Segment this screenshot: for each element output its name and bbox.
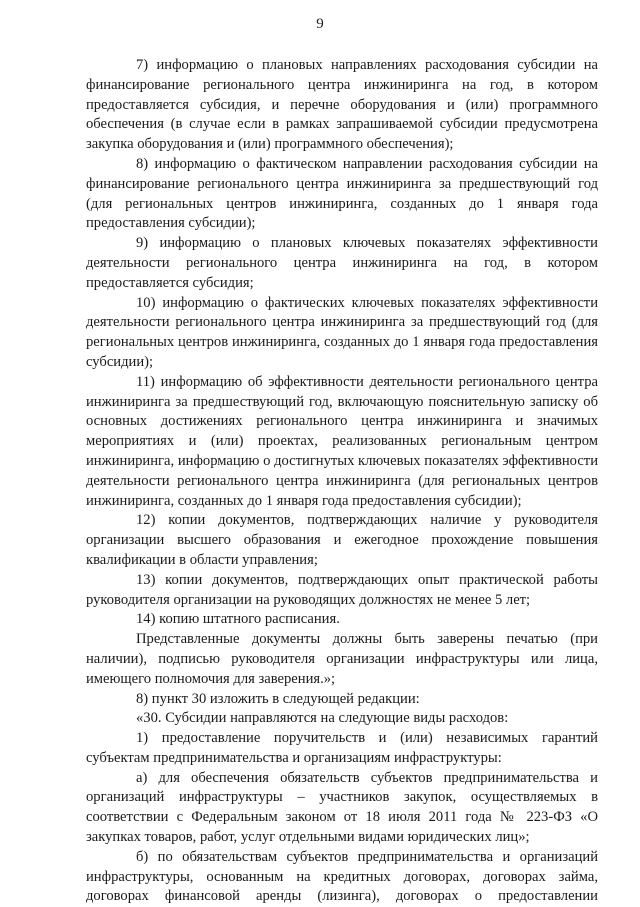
paragraph-item-9: 9) информацию о плановых ключевых показателях эффективности деятельности регионального центра инжиниринга на год, в котором предоставляется субсидия; (86, 235, 598, 291)
paragraph-amendment-point-30: 8) пункт 30 изложить в следующей редакции: (136, 690, 420, 707)
paragraph-item-14: 14) копию штатного расписания. (136, 611, 340, 628)
paragraph-item-10: 10) информацию о фактических ключевых показателях эффективности деятельности регионального центра инжиниринга за предшествующий год (для региональных центров инжиниринга, созданных до 1 января года предоставления субсидии); (86, 294, 598, 370)
paragraph-item-11: 11) информацию об эффективности деятельности регионального центра инжиниринга за предшествующий год, включающую пояснительную записку об основных достижениях регионального центра инжиниринга и значимых мероприятиях и (или) проектах, реализованных региональным центром инжиниринга, информацию о достигнутых ключевых показателях эффективности деятельности регионального центра инжиниринга (для региональных центров инжиниринга, созданных до 1 января года предоставления субсидии); (86, 373, 598, 509)
paragraph-item-12: 12) копии документов, подтверждающих наличие у руководителя организации высшего образования и ежегодное прохождение повышения квалификации в области управления; (86, 512, 598, 568)
paragraph-item-13: 13) копии документов, подтверждающих опыт практической работы руководителя организации на руководящих должностях не менее 5 лет; (86, 571, 598, 608)
paragraph-subitem-b: б) по обязательствам субъектов предпринимательства и организаций инфраструктуры, основанным на кредитных договорах, договорах займа, договорах финансовой аренды (лизинга), договорах о предоставлении (86, 848, 598, 905)
document-body (86, 56, 598, 907)
paragraph-subitem-a: а) для обеспечения обязательств субъектов предпринимательства и организаций инфраструктуры – участников закупок, осуществляемых в соответствии с Федеральным законом от 18 июля 2011 года № 223-ФЗ «О закупках товаров, работ, услуг отдельными видами юридических лиц»; (86, 769, 598, 846)
paragraph-clause-30: «30. Субсидии направляются на следующие виды расходов: (136, 710, 509, 727)
paragraph-item-8: 8) информацию о фактическом направлении расходования субсидии на финансирование регионального центра инжиниринга за предшествующий год (для региональных центров инжиниринга, созданных до 1 января года предоставления субсидии); (86, 155, 598, 232)
page-number: 9 (316, 16, 324, 32)
paragraph-item-7: 7) информацию о плановых направлениях расходования субсидии на финансирование регионального центра инжиниринга на год, в котором предоставляется субсидия, и перечне оборудования и (или) программного обеспечения (в случае если в рамках запрашиваемой субсидии предусмотрена закупка оборудования и (или) программного обеспечения); (86, 57, 598, 153)
paragraph-certification: Представленные документы должны быть заверены печатью (при наличии), подписью руководителя организации инфраструктуры или лица, имеющего полномочия для заверения.»; (86, 631, 598, 687)
paragraph-subitem-1: 1) предоставление поручительств и (или) независимых гарантий субъектам предпринимательства и организациям инфраструктуры: (86, 730, 598, 766)
